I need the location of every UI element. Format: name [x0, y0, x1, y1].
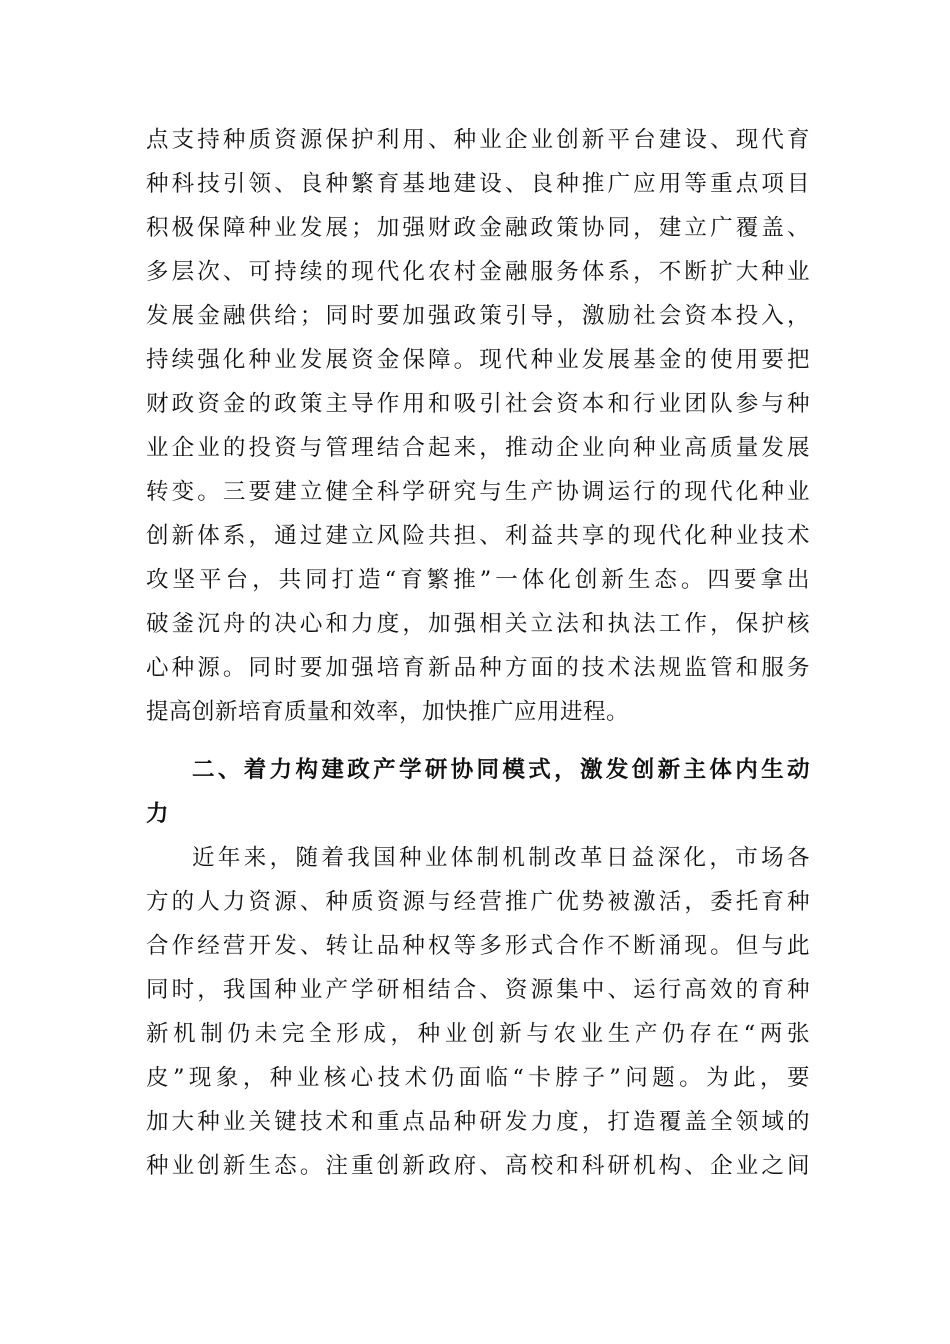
text-line: 多层次、可持续的现代化农村金融服务体系，不断扩大种业 — [146, 259, 810, 285]
text-line: 积极保障种业发展；加强财政金融政策协同，建立广覆盖、 — [146, 215, 810, 241]
text-line: 攻坚平台，共同打造“育繁推”一体化创新生态。四要拿出 — [146, 567, 810, 593]
text-line: 方的人力资源、种质资源与经营推广优势被激活，委托育种 — [146, 889, 810, 915]
text-line: 心种源。同时要加强培育新品种方面的技术法规监管和服务 — [146, 655, 810, 681]
section-heading — [146, 748, 810, 836]
text-line: 创新体系，通过建立风险共担、利益共享的现代化种业技术 — [146, 523, 810, 549]
text-line: 业企业的投资与管理结合起来，推动企业向种业高质量发展 — [146, 435, 810, 461]
text-line: 财政资金的政策主导作用和吸引社会资本和行业团队参与种 — [146, 391, 810, 417]
text-line: 转变。三要建立健全科学研究与生产协调运行的现代化种业 — [146, 479, 810, 505]
text-line: 破釜沉舟的决心和力度，加强相关立法和执法工作，保护核 — [146, 611, 810, 637]
paragraph-collaboration — [146, 836, 810, 1188]
text-line: 发展金融供给；同时要加强政策引导，激励社会资本投入， — [146, 303, 810, 329]
heading-line: 力 — [146, 801, 170, 827]
text-line: 种科技引领、良种繁育基地建设、良种推广应用等重点项目 — [146, 171, 810, 197]
text-line: 提高创新培育质量和效率，加快推广应用进程。 — [146, 699, 630, 725]
text-line: 新机制仍未完全形成，种业创新与农业生产仍存在“两张 — [146, 1021, 810, 1047]
text-line: 合作经营开发、转让品种权等多形式合作不断涌现。但与此 — [146, 933, 810, 959]
text-line: 种业创新生态。注重创新政府、高校和科研机构、企业之间 — [146, 1153, 810, 1179]
text-line: 持续强化种业发展资金保障。现代种业发展基金的使用要把 — [146, 347, 810, 373]
text-line: 加大种业关键技术和重点品种研发力度，打造覆盖全领域的 — [146, 1109, 810, 1135]
text-line: 点支持种质资源保护利用、种业企业创新平台建设、现代育 — [146, 127, 810, 153]
paragraph-funding — [146, 118, 810, 734]
text-line: 皮”现象，种业核心技术仍面临“卡脖子”问题。为此，要 — [146, 1065, 810, 1091]
text-line: 同时，我国种业产学研相结合、资源集中、运行高效的育种 — [146, 977, 810, 1003]
heading-line: 二、着力构建政产学研协同模式，激发创新主体内生动 — [192, 757, 810, 783]
text-line: 近年来，随着我国种业体制机制改革日益深化，市场各 — [192, 845, 810, 871]
